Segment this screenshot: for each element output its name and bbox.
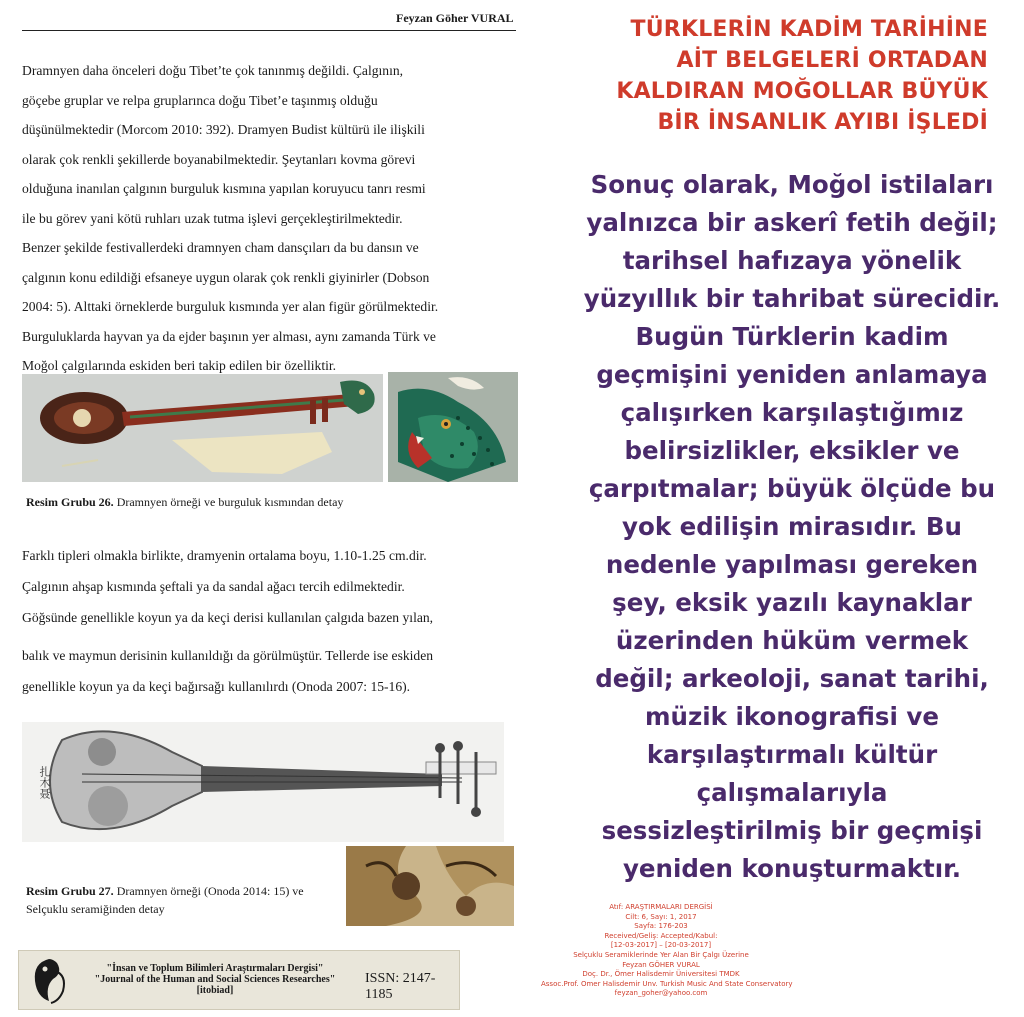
figure-caption-26 (26, 493, 343, 511)
commentary-line: yalnızca bir askerî fetih değil; (586, 208, 998, 237)
commentary-line: sessizleştirilmiş bir geçmişi (601, 816, 983, 845)
paragraph-line: balık ve maymun derisinin kullanıldığı da görülmüştür. Tellerde ise eskiden (22, 648, 434, 663)
paragraph-line: Farklı tipleri olmakla birlikte, dramyenin ortalama boyu, 1.10-1.25 cm.dir. (22, 548, 427, 563)
headline (568, 14, 988, 138)
headline-line: KALDIRAN MOĞOLLAR BÜYÜK (616, 79, 988, 104)
journal-code: [itobiad] (196, 985, 234, 996)
commentary-line: geçmişini yeniden anlamaya (596, 360, 988, 389)
commentary-line: karşılaştırmalı kültür (646, 740, 938, 769)
paragraph-line: Moğol çalgılarında eskiden beri takip edilen bir özelliktir. (22, 358, 337, 373)
commentary-line: çalışmalarıyla (696, 778, 888, 807)
citation-line: Doç. Dr., Ömer Halisdemir Üniversitesi TMDK (582, 970, 740, 979)
seljuk-ceramic-detail-photo (346, 846, 514, 926)
paragraph-2 (22, 540, 516, 702)
commentary-line: yeniden konuşturmaktır. (622, 854, 962, 883)
paragraph-line: çalgının konu edildiği efsaneye uygun olarak çok renkli giyinirler (Dobson (22, 269, 430, 285)
caption-text: Dramnyen örneği ve burguluk kısmından detay (113, 495, 344, 509)
citation-line: Selçuklu Seramiklerinde Yer Alan Bir Çalgı Üzerine (573, 950, 749, 959)
citation-block (541, 903, 793, 999)
paragraph-line: Benzer şekilde festivallerdeki dramnyen cham dansçıları da bu dansın ve (22, 240, 419, 255)
commentary-line: belirsizlikler, eksikler ve (624, 436, 960, 465)
citation-line: [12-03-2017] – [20-03-2017] (610, 941, 712, 950)
caption-text: Selçuklu seramiğinden detay (26, 902, 165, 916)
running-header-author: Feyzan Göher VURAL (396, 11, 514, 25)
paragraph-line: Göğsünde genellikle koyun ya da keçi derisi kullanılan çalgıda bazen yılan, (22, 610, 434, 625)
commentary-line: şey, eksik yazılı kaynaklar (612, 588, 972, 617)
overlay-panel (540, 0, 1024, 1017)
dramnyen-photo (22, 374, 383, 482)
paragraph-line: olduğuna inanılan çalgının burguluk kısmına yapılan koruyucu tanrı resmi (22, 181, 426, 196)
drawing-chinese-label: 扎木聂 (38, 766, 51, 799)
commentary-line: tarihsel hafızaya yönelik (622, 246, 962, 275)
paragraph-line: genellikle koyun ya da keçi bağırsağı kullanılırdı (Onoda 2007: 15-16). (22, 679, 411, 694)
citation-line: Cilt: 6, Sayı: 1, 2017 (625, 912, 697, 921)
issn: ISSN: 2147-1185 (365, 971, 436, 1002)
citation-line: feyzan_goher@yahoo.com (614, 989, 708, 998)
citation-line: Atıf: ARAŞTIRMALARI DERGİSİ (609, 903, 713, 911)
headline-line: TÜRKLERİN KADİM TARİHİNE (630, 17, 988, 42)
caption-label: Resim Grubu 27. (26, 884, 114, 898)
caption-label: Resim Grubu 26. (26, 495, 114, 509)
journal-name-en: "Journal of the Human and Social Sciences Researches" (94, 974, 336, 985)
commentary-line: müzik ikonografisi ve (645, 702, 939, 731)
citation-line: Feyzan GÖHER VURAL (622, 960, 700, 969)
commentary-line: yok edilişin mirasıdır. Bu (622, 512, 962, 541)
citation-line: Assoc.Prof. Omer Halisdemir Unv. Turkish Music And State Conservatory (541, 979, 793, 988)
journal-name (85, 963, 345, 996)
commentary-line: yüzyıllık bir tahribat sürecidir. (583, 284, 1001, 313)
citation-line: Sayfa: 176-203 (634, 922, 688, 931)
journal-name-tr: "İnsan ve Toplum Bilimleri Araştırmaları Dergisi" (106, 963, 324, 974)
commentary-line: üzerinden hüküm vermek (615, 626, 969, 655)
paragraph-1 (22, 56, 516, 381)
dramnyen-drawing (22, 722, 504, 842)
commentary-line: nedenle yapılması gereken (605, 550, 979, 579)
paragraph-line: Burguluklarda hayvan ya da ejder başının yer alması, aynı zamanda Türk ve (22, 328, 436, 344)
commentary-line: Bugün Türklerin kadim (635, 322, 949, 351)
paragraph-line: Çalgının ahşap kısmında şeftali ya da sandal ağacı tercih edilmektedir. (22, 579, 405, 594)
dragon-head-detail-photo (388, 372, 518, 482)
commentary-line: değil; arkeoloji, sanat tarihi, (595, 664, 989, 693)
commentary-line: çarpıtmalar; büyük ölçüde bu (588, 474, 996, 503)
paragraph-line: ile bu görev yani kötü ruhları uzak tutma işlevi gerçekleştirilmektedir. (22, 210, 403, 226)
header-rule (22, 30, 516, 31)
citation-line: Received/Geliş: Accepted/Kabul: (604, 931, 718, 940)
paragraph-line: olarak çok renkli şekillerde boyanabilmektedir. Şeytanları kovma görevi (22, 151, 416, 167)
caption-text: Dramnyen örneği (Onoda 2014: 15) ve (113, 884, 304, 898)
figure-caption-27 (26, 882, 304, 918)
commentary-line: Sonuç olarak, Moğol istilaları (590, 170, 994, 199)
commentary-text (582, 166, 1002, 888)
headline-line: AİT BELGELERİ ORTADAN (676, 48, 988, 73)
headline-line: BİR İNSANLIK AYIBI İŞLEDİ (657, 110, 988, 135)
journal-logo (27, 955, 71, 1005)
commentary-line: çalışırken karşılaştığımız (620, 398, 964, 427)
journal-footer (18, 950, 460, 1010)
paragraph-line: 2004: 5). Alttaki örneklerde burguluk kısmında yer alan figür görülmektedir. (22, 299, 439, 314)
paragraph-line: göçebe gruplar ve relpa gruplarınca doğu Tibet’e taşınmış olduğu (22, 92, 378, 108)
paragraph-line: Dramnyen daha önceleri doğu Tibet’te çok tanınmış değildi. Çalgının, (22, 63, 404, 78)
paragraph-line: düşünülmektedir (Morcom 2010: 392). Dramyen Budist kültürü ile ilişkili (22, 122, 425, 137)
